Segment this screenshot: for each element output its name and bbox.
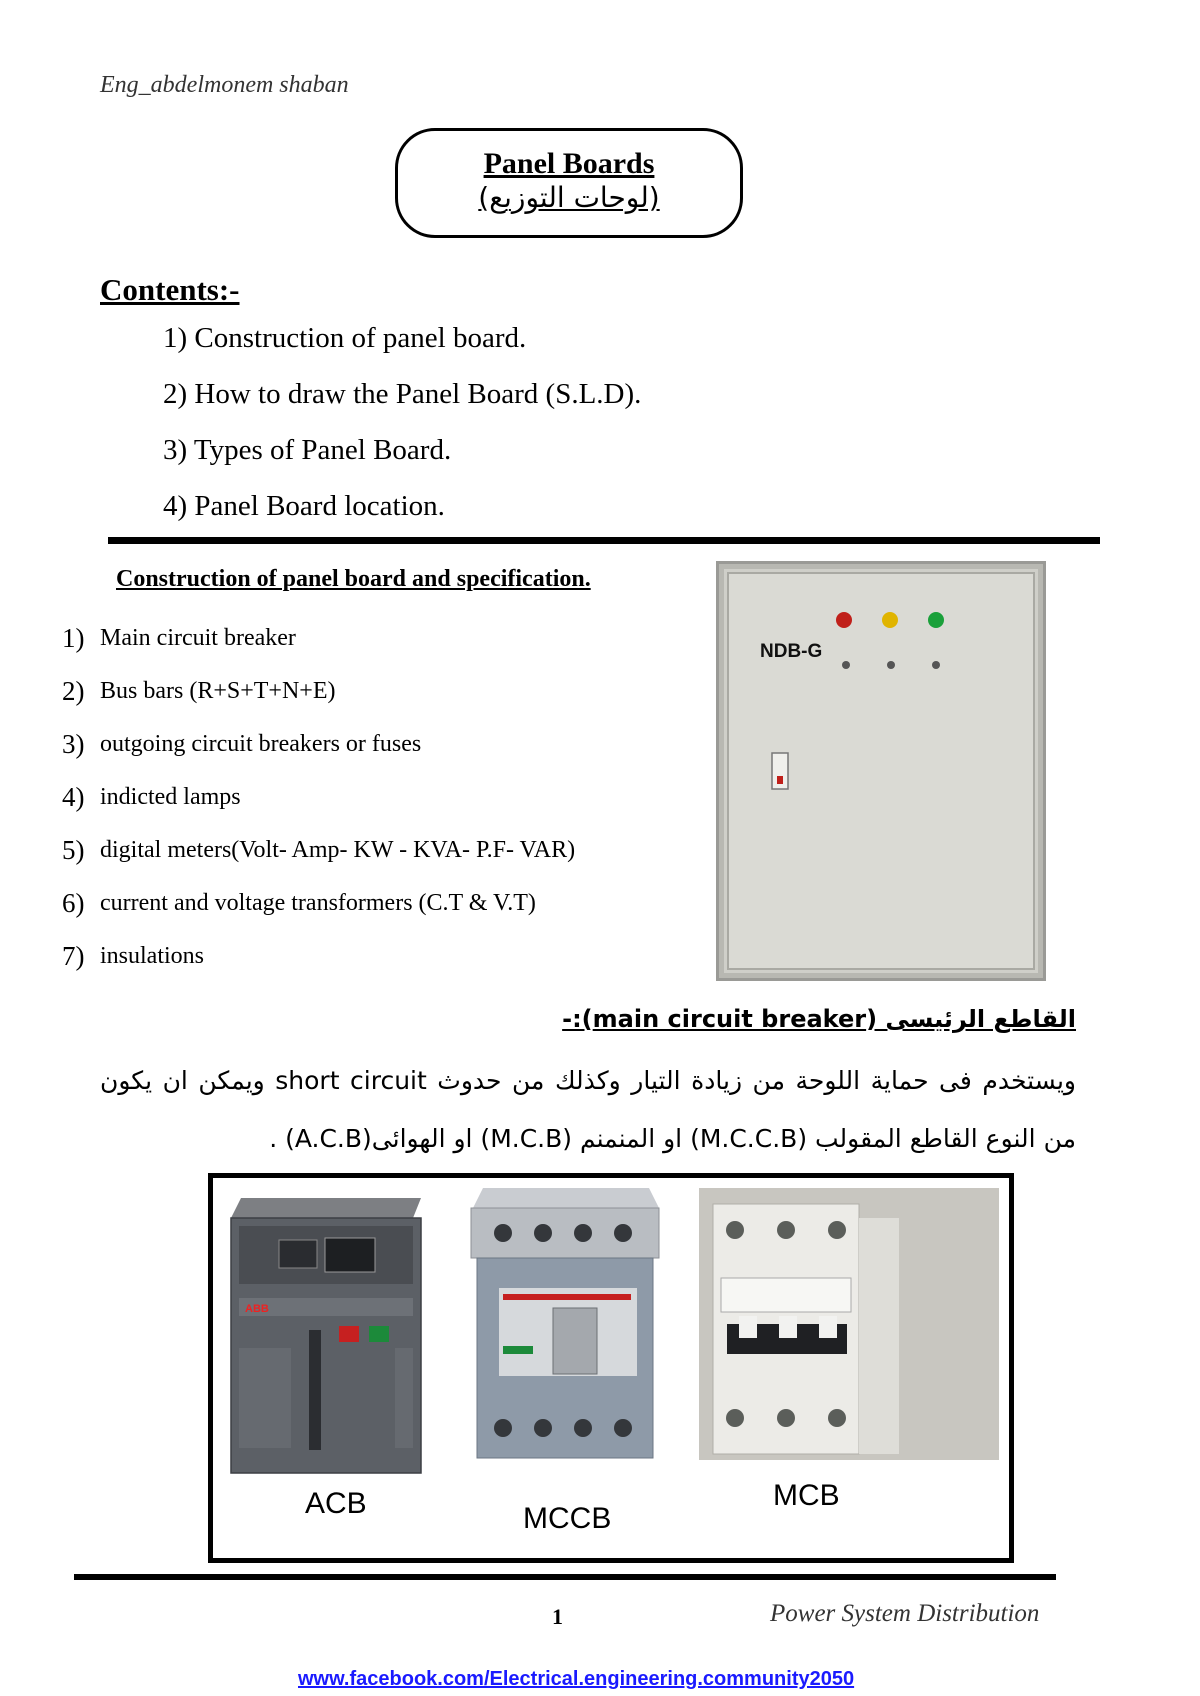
author-name: Eng_abdelmonem shaban (100, 72, 349, 98)
list-item (62, 718, 575, 771)
item-text: Main circuit breaker (100, 625, 296, 651)
title-box (395, 128, 743, 238)
list-item (62, 665, 575, 718)
item-number: 3) (62, 729, 85, 759)
main-breaker-description: ويستخدم فى حماية اللوحة من زيادة التيار وكذلك من حدوث short circuit ويمكن ان يكون من النوع القاطع المقولب (M.C.C.B) او المنمنم (M.C.B) او الهوائى(A.C.B) . (100, 1066, 1076, 1153)
item-number: 5) (62, 835, 85, 865)
page-number: 1 (552, 1604, 563, 1629)
footer-title: Power System Distribution (770, 1600, 1040, 1627)
contents-item: 1) Construction of panel board. (163, 322, 527, 354)
list-item (62, 771, 575, 824)
mccb-label: MCCB (523, 1502, 612, 1535)
contents-item: 2) How to draw the Panel Board (S.L.D). (163, 378, 642, 410)
acb-image (231, 1198, 421, 1473)
mcb-image (699, 1188, 999, 1460)
footer-divider (74, 1574, 1056, 1580)
facebook-link[interactable]: www.facebook.com/Electrical.engineering.community2050 (298, 1668, 855, 1690)
item-text: digital meters(Volt- Amp- KW - KVA- P.F- VAR) (100, 837, 576, 863)
mcb-label: MCB (773, 1479, 840, 1512)
page-title-arabic: (لوحات التوزيع) (478, 181, 660, 214)
page-title: Panel Boards (483, 147, 655, 180)
list-item (62, 930, 575, 983)
item-number: 4) (62, 782, 85, 812)
red-lamp-icon (836, 612, 852, 628)
contents-item: 4) Panel Board location. (163, 490, 445, 522)
main-breaker-heading: القاطع الرئيسى (main circuit breaker):- (562, 1005, 1076, 1033)
item-text: current and voltage transformers (C.T & V.T) (100, 890, 536, 916)
item-text: insulations (100, 943, 205, 969)
panel-board-photo (716, 561, 1046, 981)
construction-list (62, 612, 575, 983)
acb-brand: ABB (245, 1303, 269, 1315)
acb-label: ACB (305, 1487, 367, 1520)
item-text: outgoing circuit breakers or fuses (100, 731, 422, 757)
item-number: 1) (62, 623, 85, 653)
list-item (62, 824, 575, 877)
divider (108, 537, 1100, 544)
panel-label: NDB-G (760, 641, 823, 662)
green-lamp-icon (928, 612, 944, 628)
list-item (62, 612, 575, 665)
item-text: indicted lamps (100, 784, 241, 810)
contents-list (163, 310, 641, 534)
contents-heading: Contents:- (100, 272, 240, 307)
breaker-types-figure (208, 1173, 1014, 1563)
item-text: Bus bars (R+S+T+N+E) (100, 678, 336, 704)
mccb-image (471, 1188, 659, 1458)
item-number: 6) (62, 888, 85, 918)
list-item (62, 877, 575, 930)
yellow-lamp-icon (882, 612, 898, 628)
construction-heading: Construction of panel board and specification. (116, 566, 591, 592)
contents-item: 3) Types of Panel Board. (163, 434, 452, 466)
item-number: 7) (62, 941, 85, 971)
item-number: 2) (62, 676, 85, 706)
